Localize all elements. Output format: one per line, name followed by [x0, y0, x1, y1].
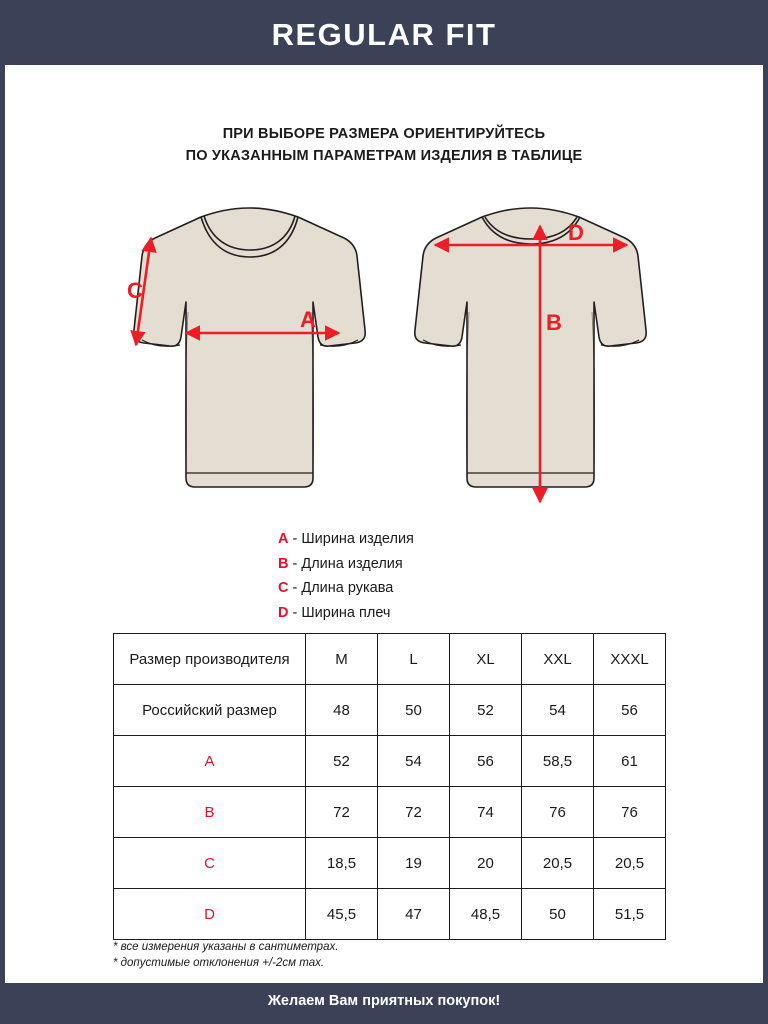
- table-row: [114, 889, 666, 940]
- cell-b-2: 74: [450, 787, 522, 838]
- cell-russian-0: 48: [306, 685, 378, 736]
- cell-c-0: 18,5: [306, 838, 378, 889]
- cell-c-1: 19: [378, 838, 450, 889]
- cell-russian-3: 54: [522, 685, 594, 736]
- row-label-russian: Российский размер: [114, 685, 306, 736]
- legend-text-d: Ширина плеч: [301, 604, 391, 621]
- legend-key-b: B: [278, 555, 289, 572]
- cell-russian-1: 50: [378, 685, 450, 736]
- table-row-manufacturer: [114, 634, 666, 685]
- legend-text-a: Ширина изделия: [301, 531, 414, 547]
- instructions-line-2: ПО УКАЗАННЫМ ПАРАМЕТРАМ ИЗДЕЛИЯ В ТАБЛИЦЕ: [185, 148, 583, 164]
- size-table: [113, 633, 666, 940]
- cell-d-0: 45,5: [306, 889, 378, 940]
- instructions-text: [5, 123, 763, 167]
- legend-item-c: [278, 576, 414, 601]
- cell-d-2: 48,5: [450, 889, 522, 940]
- cell-manufacturer-1: L: [378, 634, 450, 685]
- cell-d-3: 50: [522, 889, 594, 940]
- tshirt-diagram: [5, 190, 768, 520]
- table-row: [114, 736, 666, 787]
- legend-dash-c: -: [288, 580, 302, 596]
- legend-dash-b: -: [288, 555, 302, 572]
- cell-d-4: 51,5: [594, 889, 666, 940]
- cell-a-1: 54: [378, 736, 450, 787]
- tshirt-back: [415, 208, 646, 487]
- legend-item-a: [278, 527, 414, 552]
- footnote-1: * все измерения указаны в сантиметрах.: [113, 941, 339, 953]
- legend-dash-d: -: [288, 604, 302, 621]
- cell-a-0: 52: [306, 736, 378, 787]
- header-banner: [5, 5, 763, 65]
- legend-dash-a: -: [288, 531, 302, 547]
- table-row: [114, 787, 666, 838]
- cell-b-0: 72: [306, 787, 378, 838]
- cell-d-1: 47: [378, 889, 450, 940]
- measure-a-label: A: [300, 307, 316, 332]
- cell-b-3: 76: [522, 787, 594, 838]
- footnotes: [113, 939, 338, 971]
- cell-c-4: 20,5: [594, 838, 666, 889]
- footer-message: Желаем Вам приятных покупок!: [267, 993, 501, 1009]
- legend-item-b: [278, 552, 414, 577]
- table-row: [114, 838, 666, 889]
- footnote-2: * допустимые отклонения +/-2см max.: [113, 957, 325, 969]
- cell-c-3: 20,5: [522, 838, 594, 889]
- tshirt-diagram-svg: [5, 190, 768, 520]
- tshirt-front: [134, 208, 365, 487]
- page-title: REGULAR FIT: [271, 17, 497, 52]
- row-label-b: B: [114, 787, 306, 838]
- cell-manufacturer-2: XL: [450, 634, 522, 685]
- measurement-legend: [278, 527, 414, 625]
- cell-russian-4: 56: [594, 685, 666, 736]
- measure-d-label: D: [568, 220, 584, 245]
- legend-item-d: [278, 601, 414, 626]
- legend-key-d: D: [278, 604, 289, 621]
- footer-banner: [5, 983, 763, 1019]
- row-label-d: D: [114, 889, 306, 940]
- cell-c-2: 20: [450, 838, 522, 889]
- cell-russian-2: 52: [450, 685, 522, 736]
- cell-a-2: 56: [450, 736, 522, 787]
- legend-text-b: Длина изделия: [301, 555, 403, 572]
- legend-text-c: Длина рукава: [301, 580, 394, 596]
- measure-b-label: B: [546, 310, 562, 335]
- cell-a-4: 61: [594, 736, 666, 787]
- cell-manufacturer-4: XXXL: [594, 634, 666, 685]
- legend-key-c: C: [278, 580, 289, 596]
- measure-c-label: C: [127, 278, 143, 303]
- cell-a-3: 58,5: [522, 736, 594, 787]
- row-label-manufacturer: Размер производителя: [114, 634, 306, 685]
- table-row-russian: [114, 685, 666, 736]
- cell-manufacturer-0: M: [306, 634, 378, 685]
- row-label-a: A: [114, 736, 306, 787]
- instructions-line-1: ПРИ ВЫБОРЕ РАЗМЕРА ОРИЕНТИРУЙТЕСЬ: [222, 126, 546, 142]
- row-label-c: C: [114, 838, 306, 889]
- cell-manufacturer-3: XXL: [522, 634, 594, 685]
- cell-b-4: 76: [594, 787, 666, 838]
- cell-b-1: 72: [378, 787, 450, 838]
- legend-key-a: A: [278, 531, 289, 547]
